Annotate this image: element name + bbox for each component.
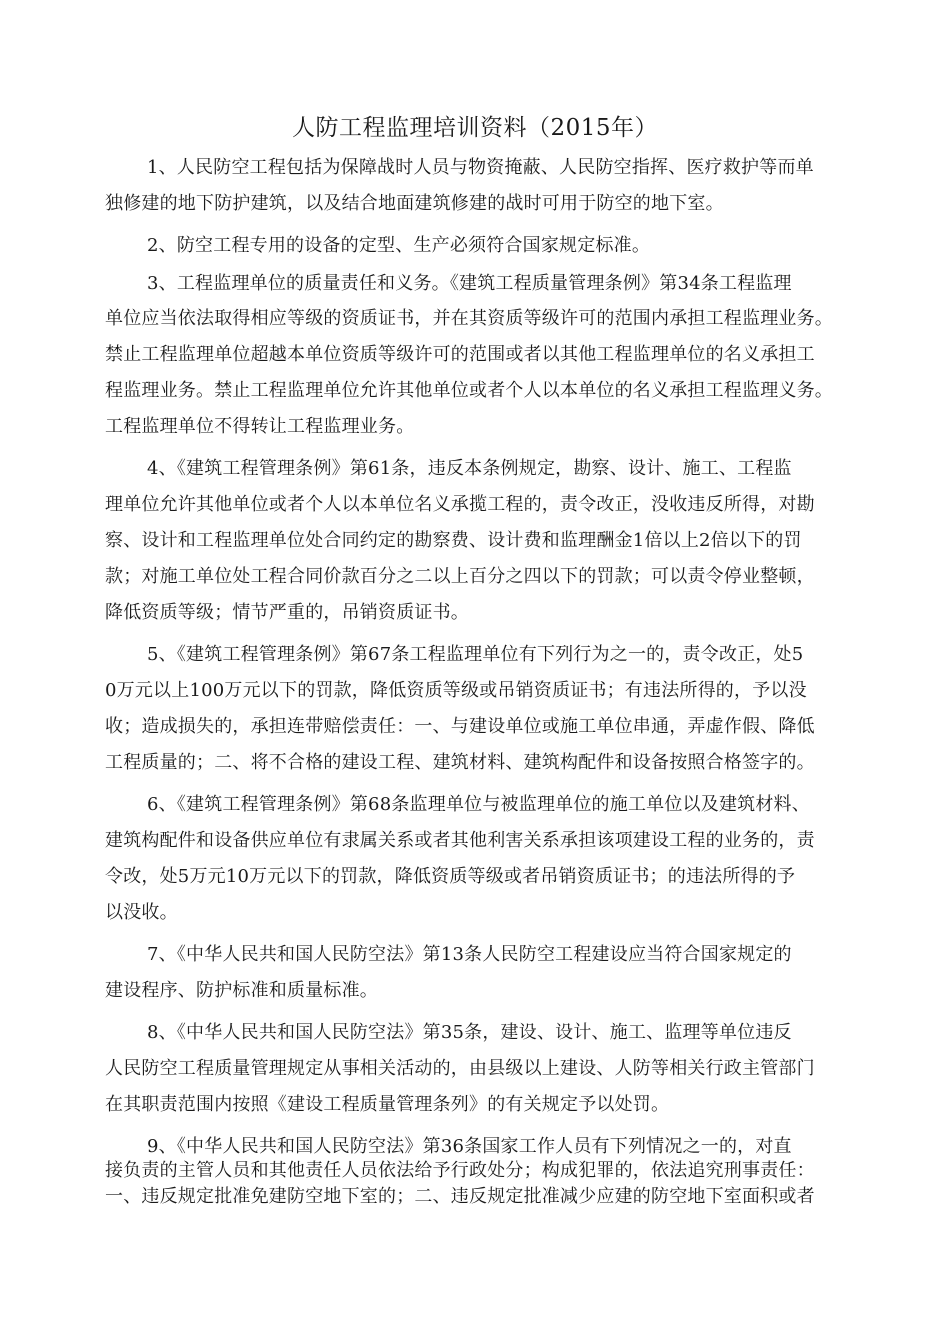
text-line: 款；对施工单位处工程合同价款百分之二以上百分之四以下的罚款；可以责令停业整顿， (105, 566, 815, 587)
text-line: 令改，处5万元10万元以下的罚款，降低资质等级或者吊销资质证书；的违法所得的予 (105, 866, 796, 887)
text-line: 一、违反规定批准免建防空地下室的；二、违反规定批准减少应建的防空地下室面积或者 (105, 1186, 815, 1207)
text-line: 人民防空工程质量管理规定从事相关活动的，由县级以上建设、人防等相关行政主管部门 (105, 1058, 815, 1079)
text-line: 4、《建筑工程管理条例》第61条，违反本条例规定，勘察、设计、施工、工程监 (147, 458, 792, 479)
text-line: 7、《中华人民共和国人民防空法》第13条人民防空工程建设应当符合国家规定的 (147, 944, 792, 965)
text-line: 0万元以上100万元以下的罚款，降低资质等级或吊销资质证书；有违法所得的，予以没 (105, 680, 807, 701)
text-line: 3、工程监理单位的质量责任和义务。《建筑工程质量管理条例》第34条工程监理 (147, 273, 792, 294)
text-line: 建筑构配件和设备供应单位有隶属关系或者其他利害关系承担该项建设工程的业务的，责 (105, 830, 815, 851)
text-line: 建设程序、防护标准和质量标准。 (105, 980, 378, 1001)
text-line: 降低资质等级；情节严重的，吊销资质证书。 (105, 602, 469, 623)
text-line: 8、《中华人民共和国人民防空法》第35条，建设、设计、施工、监理等单位违反 (147, 1022, 792, 1043)
text-line: 5、《建筑工程管理条例》第67条工程监理单位有下列行为之一的，责令改正，处5 (147, 644, 804, 665)
text-line: 工程质量的；二、将不合格的建设工程、建筑材料、建筑构配件和设备按照合格签字的。 (105, 752, 815, 773)
text-line: 收；造成损失的，承担连带赔偿责任：一、与建设单位或施工单位串通，弄虚作假、降低 (105, 716, 815, 737)
text-line: 禁止工程监理单位超越本单位资质等级许可的范围或者以其他工程监理单位的名义承担工 (105, 344, 815, 365)
text-line: 独修建的地下防护建筑，以及结合地面建筑修建的战时可用于防空的地下室。 (105, 193, 724, 214)
text-line: 察、设计和工程监理单位处合同约定的勘察费、设计费和监理酬金1倍以上2倍以下的罚 (105, 530, 802, 551)
text-line: 1、人民防空工程包括为保障战时人员与物资掩蔽、人民防空指挥、医疗救护等而单 (147, 157, 814, 178)
text-line: 6、《建筑工程管理条例》第68条监理单位与被监理单位的施工单位以及建筑材料、 (147, 794, 810, 815)
text-line: 以没收。 (105, 902, 178, 923)
text-line: 程监理业务。禁止工程监理单位允许其他单位或者个人以本单位的名义承担工程监理义务。 (105, 380, 833, 401)
text-line: 接负责的主管人员和其他责任人员依法给予行政处分；构成犯罪的，依法追究刑事责任： (105, 1160, 815, 1181)
text-line: 理单位允许其他单位或者个人以本单位名义承揽工程的，责令改正，没收违反所得，对勘 (105, 494, 815, 515)
text-line: 9、《中华人民共和国人民防空法》第36条国家工作人员有下列情况之一的，对直 (147, 1136, 792, 1157)
document-title: 人防工程监理培训资料（2015年） (291, 115, 659, 141)
text-line: 工程监理单位不得转让工程监理业务。 (105, 416, 415, 437)
text-line: 2、防空工程专用的设备的定型、生产必须符合国家规定标准。 (147, 235, 651, 256)
text-line: 在其职责范围内按照《建设工程质量管理条列》的有关规定予以处罚。 (105, 1094, 670, 1115)
text-line: 单位应当依法取得相应等级的资质证书，并在其资质等级许可的范围内承担工程监理业务。 (105, 308, 833, 329)
